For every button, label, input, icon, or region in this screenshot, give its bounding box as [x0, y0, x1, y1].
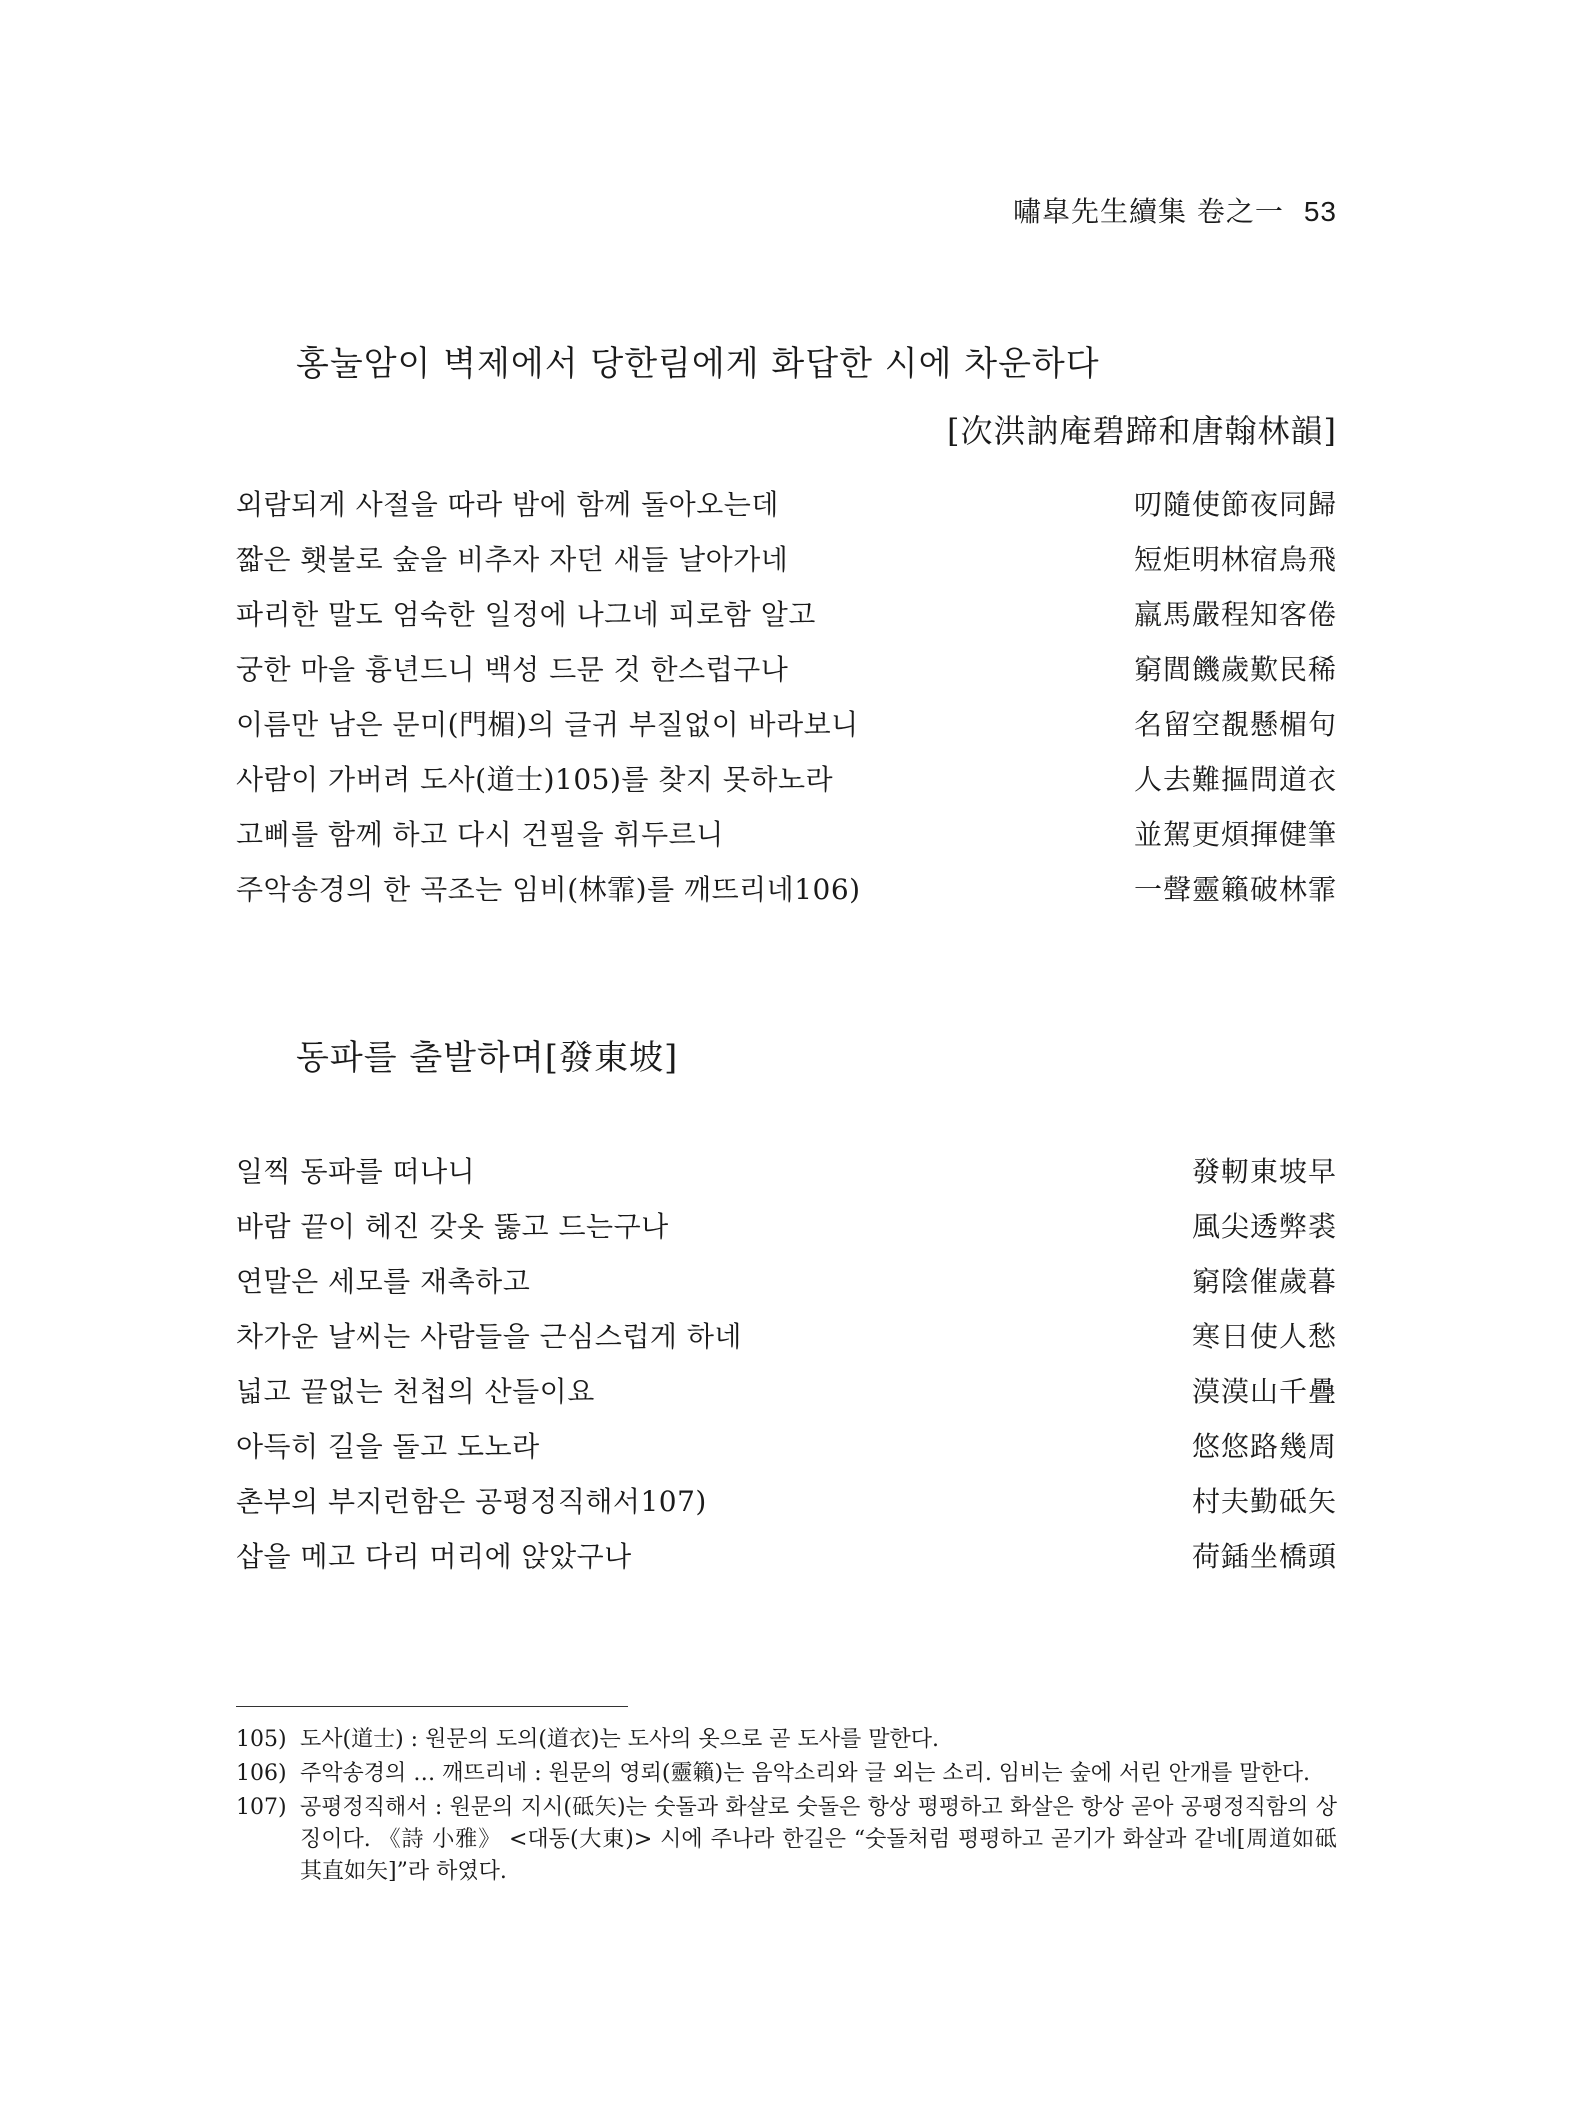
verse-line	[236, 1480, 1337, 1535]
verse-hanja: 叨隨使節夜同歸	[1133, 488, 1337, 521]
verse-hanja: 發軔東坡早	[1191, 1155, 1337, 1188]
poem1-title-korean: 홍눌암이 벽제에서 당한림에게 화답한 시에 차운하다	[296, 344, 1100, 384]
verse-korean: 궁한 마을 흉년드니 백성 드문 것 한스럽구나	[236, 653, 789, 686]
footnotes	[236, 1724, 1337, 1890]
verse-line	[236, 1260, 1337, 1315]
verse-line	[236, 483, 1337, 538]
verse-line	[236, 1370, 1337, 1425]
verse-korean: 촌부의 부지런함은 공평정직해서107)	[236, 1485, 707, 1518]
verse-korean: 고삐를 함께 하고 다시 건필을 휘두르니	[236, 818, 724, 851]
verse-line	[236, 1535, 1337, 1590]
verse-korean: 이름만 남은 문미(門楣)의 글귀 부질없이 바라보니	[236, 708, 859, 741]
verse-line	[236, 538, 1337, 593]
footnote-text: 주악송경의 … 깨뜨리네 : 원문의 영뢰(靈籟)는 음악소리와 글 외는 소리. 임비는 숲에 서린 안개를 말한다.	[300, 1761, 1311, 1786]
verse-hanja: 寒日使人愁	[1191, 1320, 1337, 1353]
footnote-105	[236, 1724, 1337, 1756]
verse-korean: 파리한 말도 엄숙한 일정에 나그네 피로함 알고	[236, 598, 816, 631]
footnote-107	[236, 1792, 1337, 1888]
verse-hanja: 窮閭饑歲歎民稀	[1133, 653, 1337, 686]
verse-korean: 아득히 길을 돌고 도노라	[236, 1430, 540, 1463]
verse-hanja: 一聲靈籟破林霏	[1133, 873, 1337, 906]
verse-hanja: 風尖透弊裘	[1191, 1210, 1337, 1243]
verse-korean: 주악송경의 한 곡조는 임비(林霏)를 깨뜨리네106)	[236, 873, 861, 906]
verse-line	[236, 703, 1337, 758]
poem2-body	[236, 1150, 1337, 1590]
verse-hanja: 村夫勤砥矢	[1191, 1485, 1337, 1518]
verse-hanja: 並駕更煩揮健筆	[1133, 818, 1337, 851]
poem1-title-hanja: [次洪訥庵碧蹄和唐翰林韻]	[947, 412, 1337, 450]
verse-korean: 넓고 끝없는 천첩의 산들이요	[236, 1375, 595, 1408]
page-number: 53	[1303, 196, 1337, 227]
footnote-text: 공평정직해서 : 원문의 지시(砥矢)는 숫돌과 화살로 숫돌은 항상 평평하고 화살은 항상 곧아 공평정직함의 상징이다. 《詩 小雅》 <대동(大東)> 시에 주나라 한길은 “숫돌처럼 평평하고 곧기가 화살과 같네[周道如砥 其直如矢]”라 하였다.	[300, 1795, 1337, 1884]
verse-line	[236, 758, 1337, 813]
verse-hanja: 窮陰催歲暮	[1191, 1265, 1337, 1298]
verse-korean: 삽을 메고 다리 머리에 앉았구나	[236, 1540, 632, 1573]
verse-line	[236, 1425, 1337, 1480]
verse-line	[236, 593, 1337, 648]
poem1-body	[236, 483, 1337, 923]
verse-hanja: 人去難摳問道衣	[1133, 763, 1337, 796]
verse-line	[236, 1205, 1337, 1260]
verse-line	[236, 1315, 1337, 1370]
verse-line	[236, 868, 1337, 923]
verse-hanja: 羸馬嚴程知客倦	[1133, 598, 1337, 631]
verse-korean: 연말은 세모를 재촉하고	[236, 1265, 531, 1298]
verse-korean: 일찍 동파를 떠나니	[236, 1155, 476, 1188]
verse-hanja: 荷鍤坐橋頭	[1191, 1540, 1337, 1573]
poem2-title: 동파를 출발하며[發東坡]	[296, 1038, 679, 1078]
book-title: 嘯皐先生續集 卷之一	[1012, 195, 1284, 228]
verse-line	[236, 813, 1337, 868]
verse-korean: 사람이 가버려 도사(道士)105)를 찾지 못하노라	[236, 763, 834, 796]
verse-korean: 외람되게 사절을 따라 밤에 함께 돌아오는데	[236, 488, 779, 521]
footnote-number: 106)	[236, 1761, 287, 1786]
footnote-text: 도사(道士) : 원문의 도의(道衣)는 도사의 옷으로 곧 도사를 말한다.	[300, 1727, 939, 1752]
verse-hanja: 漠漠山千疊	[1191, 1375, 1337, 1408]
verse-line	[236, 648, 1337, 703]
footnote-number: 107)	[236, 1795, 287, 1820]
verse-line	[236, 1150, 1337, 1205]
running-header	[1013, 190, 1337, 230]
verse-hanja: 短炬明林宿鳥飛	[1133, 543, 1337, 576]
footnote-divider	[236, 1706, 628, 1707]
footnote-106	[236, 1758, 1337, 1790]
verse-korean: 바람 끝이 헤진 갖옷 뚫고 드는구나	[236, 1210, 669, 1243]
footnote-number: 105)	[236, 1727, 287, 1752]
verse-hanja: 名留空覩懸楣句	[1133, 708, 1337, 741]
verse-korean: 차가운 날씨는 사람들을 근심스럽게 하네	[236, 1320, 742, 1353]
verse-hanja: 悠悠路幾周	[1191, 1430, 1337, 1463]
verse-korean: 짧은 횃불로 숲을 비추자 자던 새들 날아가네	[236, 543, 789, 576]
